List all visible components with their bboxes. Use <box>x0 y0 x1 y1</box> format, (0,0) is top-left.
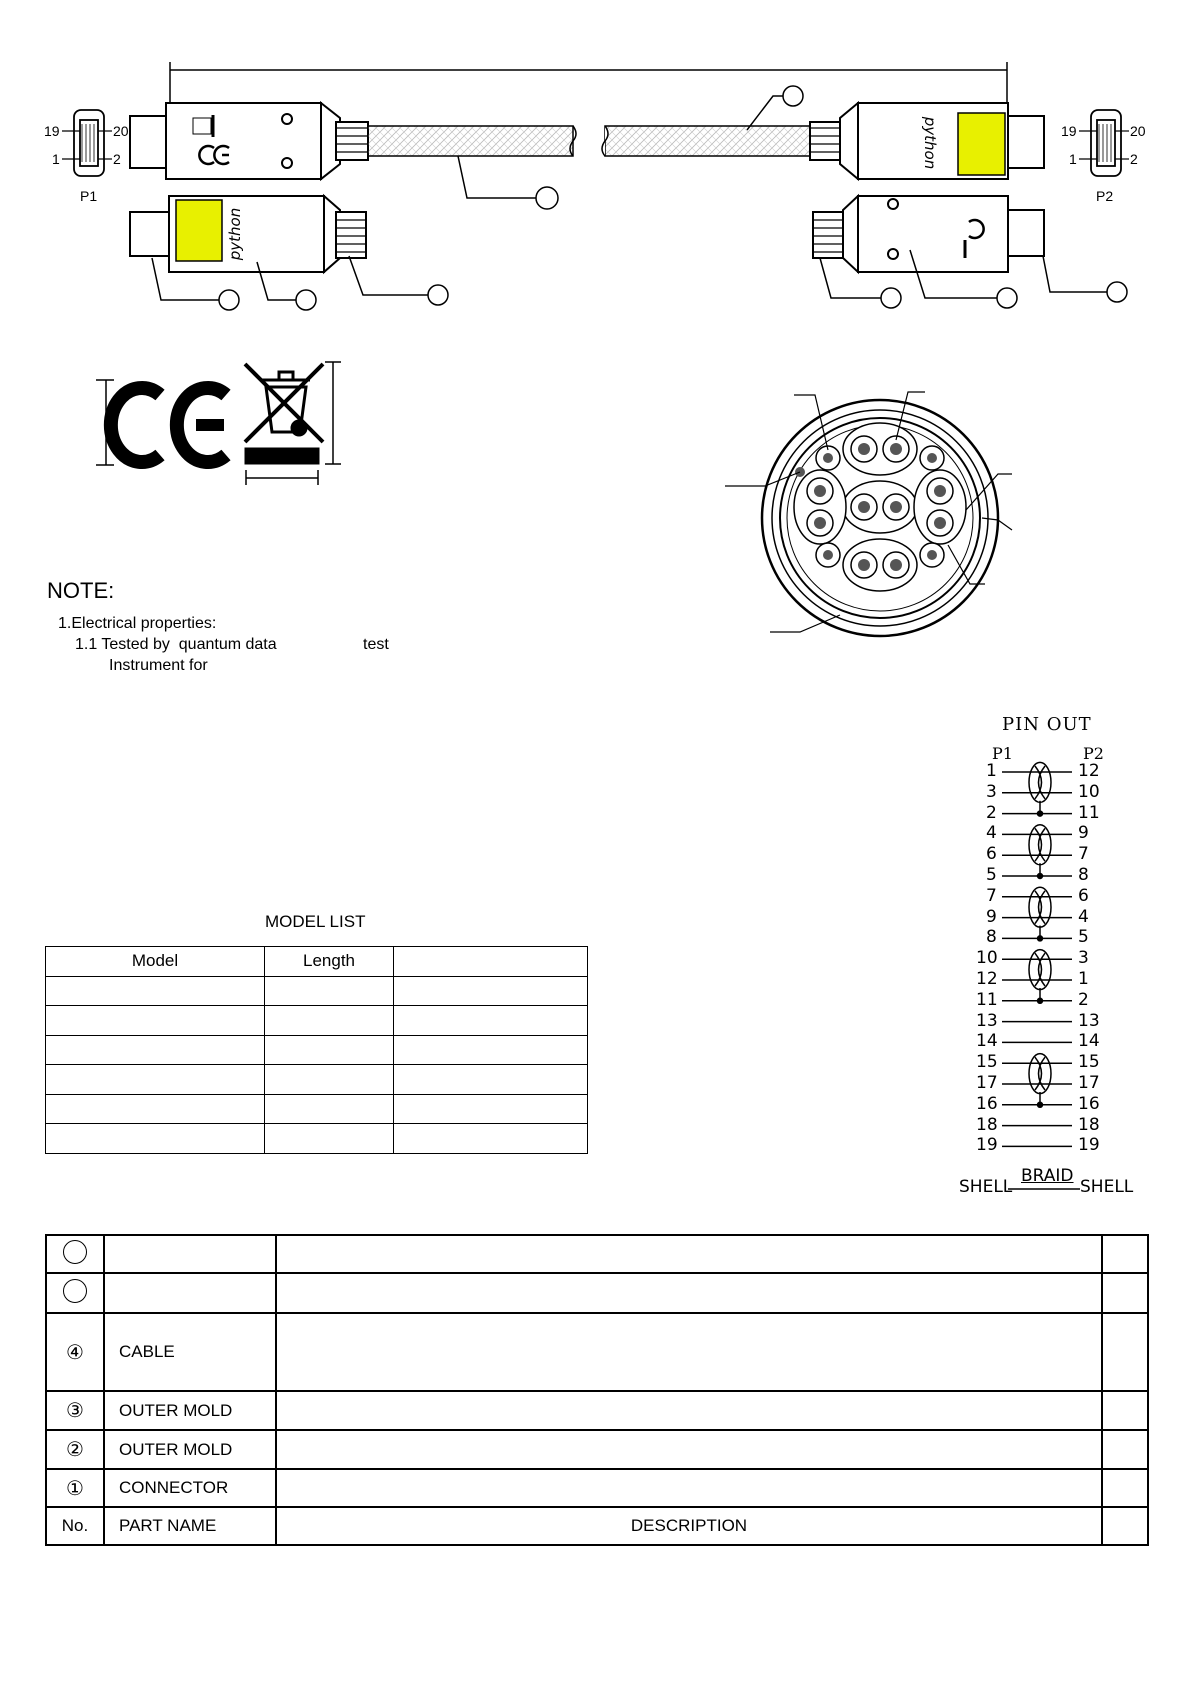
twist-path <box>1035 828 1045 861</box>
part-extra-cell <box>1102 1391 1148 1430</box>
drain-dot <box>1038 874 1043 879</box>
table-row <box>46 1094 588 1124</box>
length-cell <box>265 1006 394 1036</box>
pinout-wiring <box>1002 762 1080 1189</box>
pin-left-13: 13 <box>976 1010 998 1031</box>
drain-dot <box>1038 1102 1043 1107</box>
braid-label: BRAID <box>1021 1166 1074 1186</box>
pin-right-12: 12 <box>1078 761 1100 781</box>
part-no-cell: ③ <box>46 1391 104 1430</box>
table-row <box>46 1273 1148 1313</box>
blank-cell <box>394 1035 588 1065</box>
table-row <box>46 1469 1148 1507</box>
pin-left-14: 14 <box>976 1031 998 1052</box>
table-row <box>46 1035 588 1065</box>
length-cell <box>265 1065 394 1095</box>
pin-right-14: 14 <box>1078 1031 1100 1052</box>
twisted-pair-symbol <box>1029 825 1051 865</box>
table-row <box>46 1235 1148 1273</box>
pin-right-15: 15 <box>1078 1052 1100 1073</box>
part-name-header: PART NAME <box>104 1507 276 1545</box>
part-desc-cell <box>276 1391 1102 1430</box>
part-extra-cell <box>1102 1430 1148 1469</box>
part-extra-cell <box>1102 1273 1148 1313</box>
braided-cable <box>368 126 810 156</box>
twisted-pair-symbol <box>1029 1054 1051 1094</box>
pin-left-19: 19 <box>976 1135 998 1156</box>
p2-face-icon <box>1079 110 1129 176</box>
pin-left-7: 7 <box>986 885 997 906</box>
pin-out-title: PIN OUT <box>1002 714 1092 735</box>
model-cell <box>46 976 265 1006</box>
ce-symbol <box>96 380 226 465</box>
pin-left-5: 5 <box>986 865 997 885</box>
pin-left-9: 9 <box>986 906 997 927</box>
part-number-circle <box>63 1279 87 1303</box>
length-header: Length <box>265 947 394 977</box>
part-extra-cell <box>1102 1507 1148 1545</box>
part-name-cell: OUTER MOLD <box>104 1391 276 1430</box>
model-cell <box>46 1006 265 1036</box>
part-no-cell <box>46 1273 104 1313</box>
twist-path <box>1035 1057 1045 1090</box>
length-cell <box>265 1094 394 1124</box>
shell-right-label: SHELL <box>1080 1177 1134 1197</box>
note-item-1-1-c: Instrument for <box>109 657 208 674</box>
pin-right-16: 16 <box>1078 1093 1100 1114</box>
table-row <box>46 1006 588 1036</box>
model-list-table <box>45 946 588 1154</box>
table-row <box>46 1313 1148 1391</box>
pin-right-6: 6 <box>1078 885 1089 906</box>
blank-cell <box>394 1065 588 1095</box>
drain-dot <box>1038 936 1043 941</box>
pin-right-7: 7 <box>1078 844 1089 865</box>
note-title: NOTE: <box>47 578 115 603</box>
p1-pin19-label: 19 <box>44 123 60 139</box>
pin-right-13: 13 <box>1078 1010 1100 1031</box>
pin-right-5: 5 <box>1078 927 1089 948</box>
part-desc-cell <box>276 1313 1102 1391</box>
table-row <box>46 1430 1148 1469</box>
pin-left-11: 11 <box>976 989 998 1010</box>
shell-left-label: SHELL <box>959 1177 1013 1197</box>
left-connector-side <box>130 196 366 272</box>
pin-left-1: 1 <box>986 761 997 781</box>
brand-right-top: python <box>921 116 939 170</box>
pin-left-6: 6 <box>986 844 997 865</box>
part-desc-cell <box>276 1273 1102 1313</box>
pin-left-16: 16 <box>976 1093 998 1114</box>
part-no-cell: ② <box>46 1430 104 1469</box>
part-desc-cell <box>276 1235 1102 1273</box>
pin-left-4: 4 <box>986 823 997 844</box>
part-extra-cell <box>1102 1313 1148 1391</box>
pin-out-p1-header: P1 <box>992 744 1013 763</box>
table-row <box>46 1124 588 1154</box>
pin-right-11: 11 <box>1078 802 1100 823</box>
note-item-1-1-b: test <box>363 636 389 653</box>
note-item-1-1-a: 1.1 Tested by quantum data <box>75 636 277 653</box>
twist-path <box>1035 953 1045 986</box>
left-connector-top <box>130 103 368 179</box>
parts-table <box>45 1234 1149 1546</box>
twist-path <box>1035 891 1045 924</box>
model-cell <box>46 1035 265 1065</box>
part-extra-cell <box>1102 1235 1148 1273</box>
model-header: Model <box>46 947 265 977</box>
p1-face-icon <box>62 110 112 176</box>
twisted-pair-symbol <box>1029 950 1051 990</box>
part-name-cell <box>104 1235 276 1273</box>
length-cell <box>265 1035 394 1065</box>
pin-right-4: 4 <box>1078 906 1089 927</box>
blank-cell <box>394 1124 588 1154</box>
pin-out-p2-header: P2 <box>1083 744 1104 763</box>
twisted-pair-symbol <box>1029 762 1051 802</box>
pin-right-2: 2 <box>1078 989 1089 1010</box>
pin-right-8: 8 <box>1078 865 1089 885</box>
pin-left-15: 15 <box>976 1052 998 1073</box>
p2-label: P2 <box>1096 188 1114 204</box>
p1-label: P1 <box>80 188 98 204</box>
drain-dot <box>1038 811 1043 816</box>
blank-header <box>394 947 588 977</box>
part-no-cell: ① <box>46 1469 104 1507</box>
yellow-label-right-top <box>958 113 1005 175</box>
pin-left-18: 18 <box>976 1114 998 1135</box>
part-number-circle <box>63 1240 87 1264</box>
model-cell <box>46 1124 265 1154</box>
pin-right-19: 19 <box>1078 1135 1100 1156</box>
twisted-pair-symbol <box>1029 887 1051 927</box>
pin-right-1: 1 <box>1078 969 1089 989</box>
part-name-cell: OUTER MOLD <box>104 1430 276 1469</box>
pin-left-12: 12 <box>976 969 998 989</box>
brand-left-side: python <box>226 207 244 261</box>
drain-dot <box>1038 998 1043 1003</box>
right-connector-side <box>813 196 1044 272</box>
blank-cell <box>394 1006 588 1036</box>
p1-pin20-label: 20 <box>113 123 129 139</box>
p2-pin19-label: 19 <box>1061 123 1077 139</box>
model-list-title: MODEL LIST <box>265 912 366 931</box>
p2-pin20-label: 20 <box>1130 123 1146 139</box>
part-no-cell: ④ <box>46 1313 104 1391</box>
weee-bin-icon <box>245 362 341 485</box>
p2-pin1-label: 1 <box>1069 151 1077 167</box>
model-cell <box>46 1094 265 1124</box>
part-name-cell: CONNECTOR <box>104 1469 276 1507</box>
description-header: DESCRIPTION <box>276 1507 1102 1545</box>
p1-pin1-label: 1 <box>52 151 60 167</box>
table-row <box>46 976 588 1006</box>
table-row <box>46 1065 588 1095</box>
part-extra-cell <box>1102 1469 1148 1507</box>
cable-cross-section <box>725 392 1012 636</box>
pin-right-9: 9 <box>1078 823 1089 844</box>
p1-pin2-label: 2 <box>113 151 121 167</box>
p2-pin2-label: 2 <box>1130 151 1138 167</box>
pin-left-3: 3 <box>986 781 997 802</box>
pin-left-10: 10 <box>976 948 998 969</box>
part-desc-cell <box>276 1430 1102 1469</box>
model-cell <box>46 1065 265 1095</box>
parts-header-row <box>46 1507 1148 1545</box>
pin-right-3: 3 <box>1078 948 1089 969</box>
length-cell <box>265 976 394 1006</box>
pin-right-17: 17 <box>1078 1073 1100 1093</box>
no-header: No. <box>46 1507 104 1545</box>
part-name-cell <box>104 1273 276 1313</box>
yellow-label-left-side <box>176 200 222 261</box>
part-no-cell <box>46 1235 104 1273</box>
table-row <box>46 1391 1148 1430</box>
length-cell <box>265 1124 394 1154</box>
pin-left-2: 2 <box>986 802 997 823</box>
model-list-header-row <box>46 947 588 977</box>
pin-right-18: 18 <box>1078 1114 1100 1135</box>
pin-left-8: 8 <box>986 927 997 948</box>
pin-left-17: 17 <box>976 1073 998 1093</box>
part-desc-cell <box>276 1469 1102 1507</box>
blank-cell <box>394 1094 588 1124</box>
pin-right-10: 10 <box>1078 781 1100 802</box>
blank-cell <box>394 976 588 1006</box>
twist-path <box>1035 766 1045 799</box>
part-name-cell: CABLE <box>104 1313 276 1391</box>
note-item-1: 1.Electrical properties: <box>58 615 217 632</box>
